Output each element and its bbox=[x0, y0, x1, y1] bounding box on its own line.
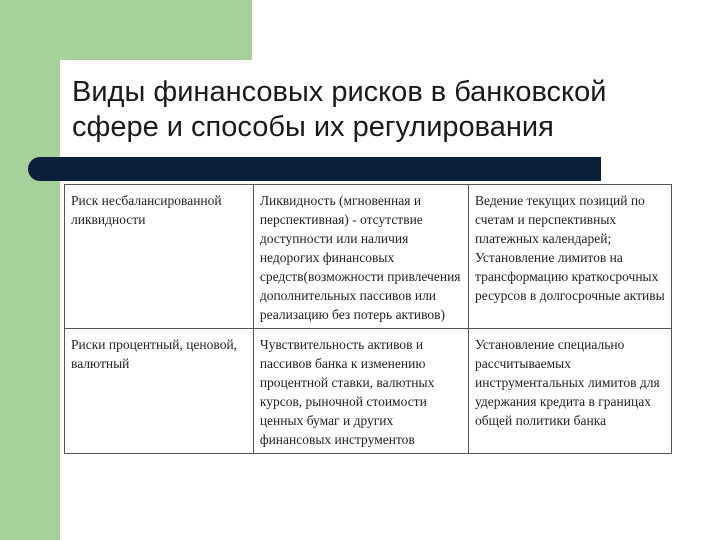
table-row bbox=[65, 329, 672, 454]
slide-title: Виды финансовых рисков в банковской сфере и способы их регулирования bbox=[72, 76, 607, 143]
table-row bbox=[65, 185, 672, 329]
title-divider-bar bbox=[28, 157, 601, 181]
risk-regulation-cell: Установление специально рассчитываемых инструментальных лимитов для удержания кредита в границах общей политики банка bbox=[469, 329, 672, 454]
risk-description-cell: Чувствительность активов и пассивов банка к изменению процентной ставки, валютных курсов, рыночной стоимости ценных бумаг и других финансовых инструментов bbox=[253, 329, 468, 454]
risk-name-cell: Риск несбалансированной ликвидности bbox=[65, 185, 254, 329]
risk-table bbox=[64, 184, 672, 454]
risk-name-cell: Риски процентный, ценовой, валютный bbox=[65, 329, 254, 454]
risk-regulation-cell: Ведение текущих позиций по счетам и перспективных платежных календарей; Установление лимитов на трансформацию краткосрочных ресурсов в долгосрочные активы bbox=[469, 185, 672, 329]
risk-description-cell: Ликвидность (мгновенная и перспективная) - отсутствие доступности или наличия недорогих финансовых средств(возможности привлечения дополнительных пассивов или реализацию без потерь активов) bbox=[253, 185, 468, 329]
